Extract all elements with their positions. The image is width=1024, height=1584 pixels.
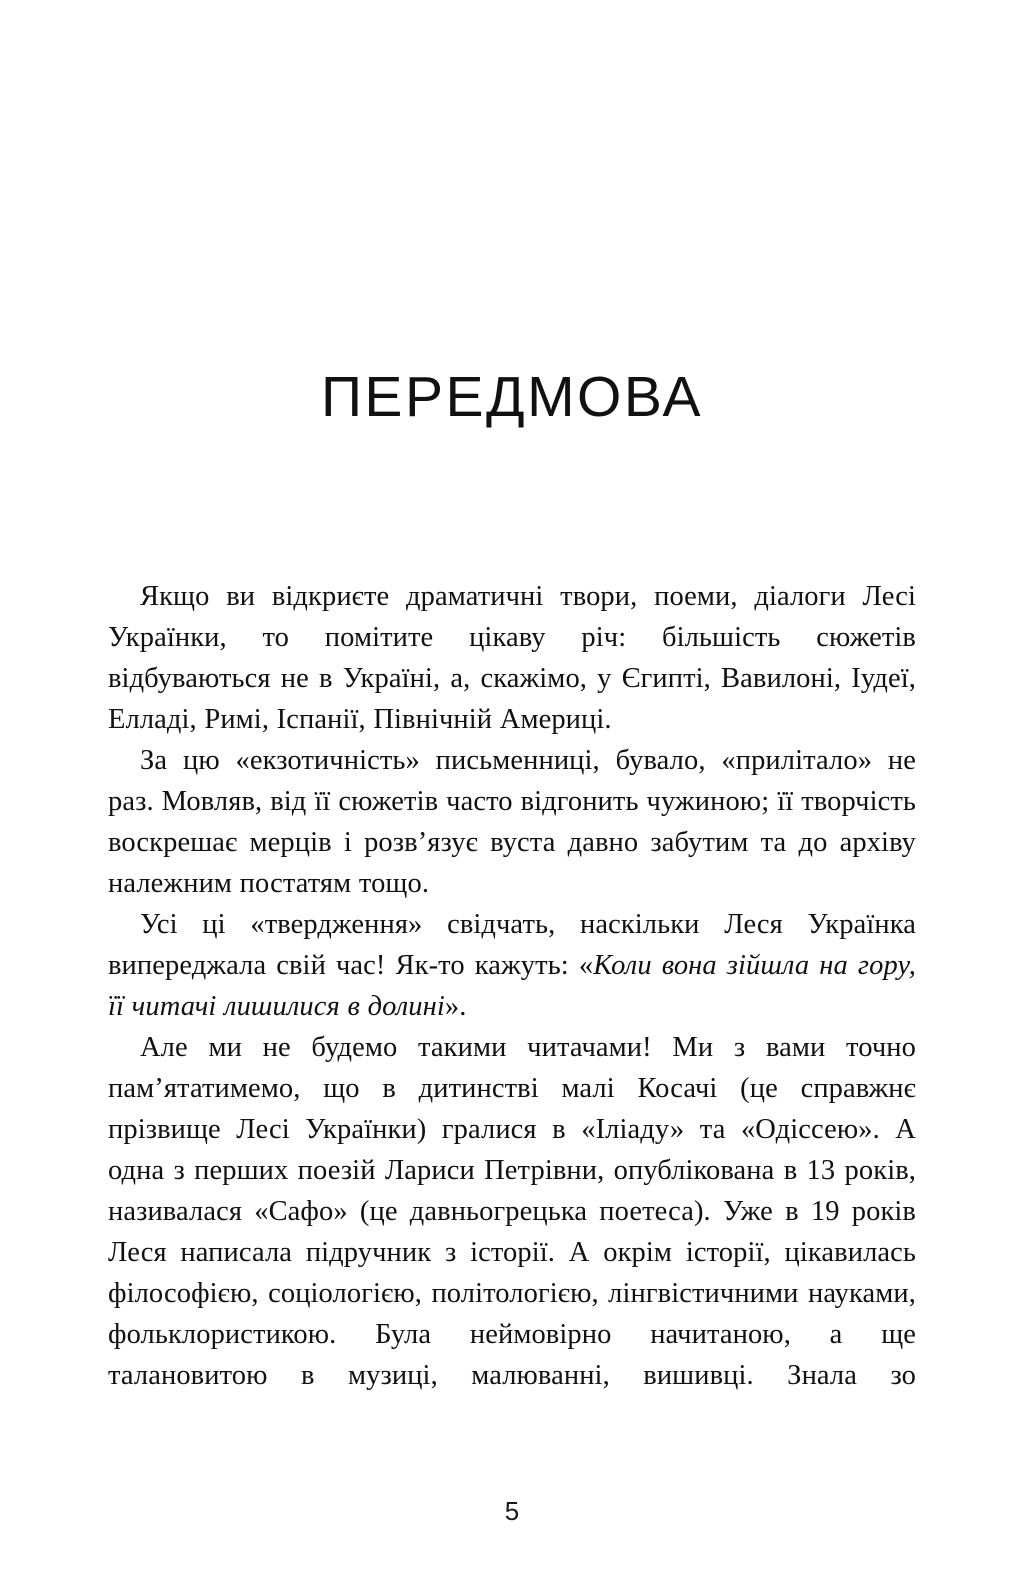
paragraph-3-tail: ». [444,991,467,1022]
page-number: 5 [504,1496,520,1526]
body-text-block [108,576,916,1437]
page-title: ПЕРЕДМОВА [320,365,704,430]
paragraph-4: Але ми не будемо такими читачами! Ми з вами точно пам’ятатимемо, що в дитинстві малі Косачі (це справжнє прізвище Лесі Українки) гралися в «Іліаду» та «Одіссею». А одна з перших поезій Лариси Петрівни, опублікована в 13 років, називалася «Сафо» (це давньогрецька поетеса). Уже в 19 років Леся написала підручник з історії. А окрім історії, цікавилась філософією, соціологією, політологією, лінгвістичними науками, фольклористикою. Була неймовірно начитаною, а ще талановитою в музиці, малюванні, вишивці. Знала зо [108,1032,916,1391]
paragraph-1: Якщо ви відкриєте драматичні твори, поеми, діалоги Лесі Українки, то помітите цікаву річ: більшість сюжетів відбуваються не в Україні, а, скажімо, у Єгипті, Вавилоні, Іудеї, Елладі, Римі, Іспанії, Північній Америці. [108,581,916,735]
paragraph-2: За цю «екзотичність» письменниці, бувало, «прилітало» не раз. Мовляв, від її сюжетів часто відгонить чужиною; її творчість воскрешає мерців і розв’язує вуста давно забутим та до архіву належним постатям тощо. [108,745,916,899]
paragraph-3 [108,904,916,1027]
paragraph-3-lead: Усі ці «твердження» свідчать, наскільки Леся Українка випереджала свій час! Як-то кажуть: « [108,909,916,981]
paragraph-3-italic-quote: Коли вона зійшла на гору, її читачі лишилися в долині [108,950,916,1022]
